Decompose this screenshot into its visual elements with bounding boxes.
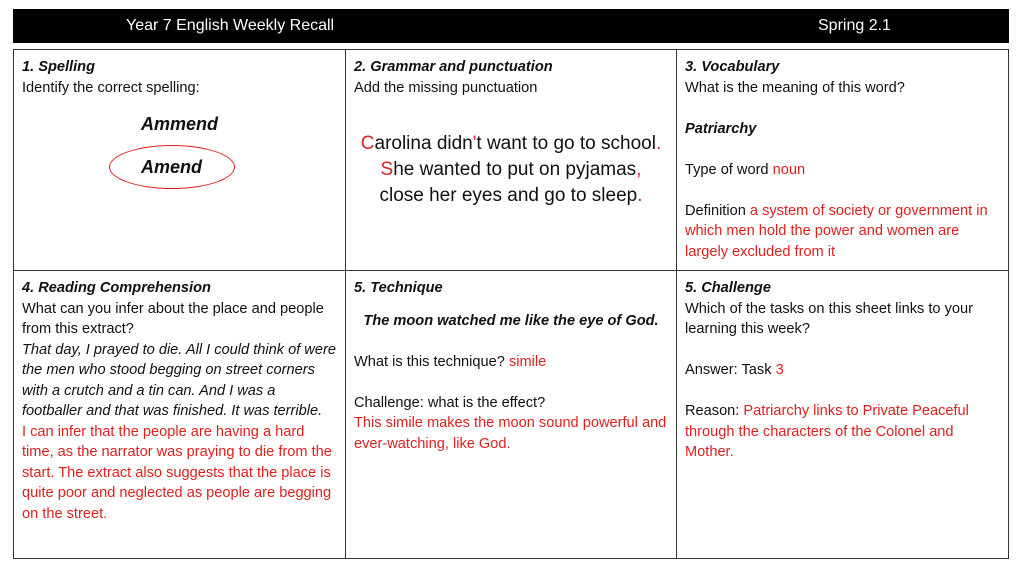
vocabulary-word: Patriarchy (685, 120, 757, 137)
task-answer-value: 3 (775, 362, 784, 378)
fix-capital-c: C (360, 133, 375, 154)
passage-text-1: arolina didn (374, 133, 473, 154)
spelling-option-2: Amend (140, 156, 202, 177)
task-reason-value: Patriarchy links to Private Peaceful through the characters of the Colonel and Mother. (685, 403, 969, 460)
task-answer-label: Answer: Task (685, 362, 776, 378)
challenge-heading: 5. Challenge (685, 280, 771, 296)
spelling-option-1: Ammend (140, 114, 218, 134)
definition-value: a system of society or government in which men hold the power and women are largely excluded from it (685, 202, 988, 260)
fix-full-stop-2: . (637, 185, 643, 206)
word-type-value: noun (772, 161, 806, 178)
reading-cell (14, 271, 346, 558)
reading-heading: 4. Reading Comprehension (22, 280, 211, 296)
definition (685, 201, 1000, 263)
technique-answer: simile (508, 353, 547, 370)
passage-text-2: t want to go to school (476, 133, 656, 154)
reading-question: What can you infer about the place and people from this extract? (22, 300, 324, 337)
reading-answer: I can infer that the people are having a hard time, as the narrator was praying to die from the start. The extract also suggests that the place is quite poor and neglected as people are begging on the street. (22, 423, 332, 522)
task-reason-label: Reason: (685, 403, 744, 419)
vocabulary-question: What is the meaning of this word? (685, 79, 905, 96)
spelling-cell (14, 50, 346, 271)
spelling-heading: 1. Spelling (22, 59, 95, 75)
definition-label: Definition (685, 202, 750, 219)
challenge-cell (677, 271, 1008, 558)
passage-text-3: he wanted to put on pyjamas (393, 159, 637, 180)
vocabulary-heading: 3. Vocabulary (685, 59, 780, 75)
fix-apostrophe: ' (472, 133, 477, 154)
punctuation-passage (354, 131, 668, 209)
recall-grid (13, 49, 1009, 559)
grammar-heading: 2. Grammar and punctuation (354, 59, 553, 75)
word-type (685, 160, 1000, 181)
challenge-question: Challenge: what is the effect? (354, 394, 546, 411)
header-bar (13, 9, 1009, 43)
technique-question (354, 352, 668, 373)
challenge-answer: This simile makes the moon sound powerful and ever-watching, like God. (354, 415, 667, 452)
challenge-task-question: Which of the tasks on this sheet links to your learning this week? (685, 300, 973, 337)
technique-heading: 5. Technique (354, 280, 443, 296)
grammar-cell (346, 50, 677, 271)
passage-text-4: close her eyes and go to sleep (379, 185, 638, 206)
fix-full-stop-1: . (655, 133, 662, 154)
task-reason (685, 401, 1000, 463)
word-type-label: Type of word (685, 161, 773, 178)
term-label: Spring 2.1 (818, 17, 891, 34)
technique-quote: The moon watched me like the eye of God. (363, 312, 659, 329)
technique-question-text: What is this technique? (354, 353, 509, 370)
spelling-instruction: Identify the correct spelling: (22, 79, 200, 96)
page-title: Year 7 English Weekly Recall (126, 17, 335, 34)
grammar-instruction: Add the missing punctuation (354, 79, 538, 96)
spelling-answer-circle (109, 145, 235, 189)
reading-extract: That day, I prayed to die. All I could think of were the men who stood begging on street corners with a crutch and a tin can. And I was a footballer and that was finished. It was terrible. (22, 341, 336, 419)
fix-capital-s: S (380, 159, 394, 180)
technique-cell (346, 271, 677, 558)
task-answer (685, 360, 1000, 381)
vocabulary-cell (677, 50, 1008, 271)
fix-comma: , (636, 159, 642, 180)
